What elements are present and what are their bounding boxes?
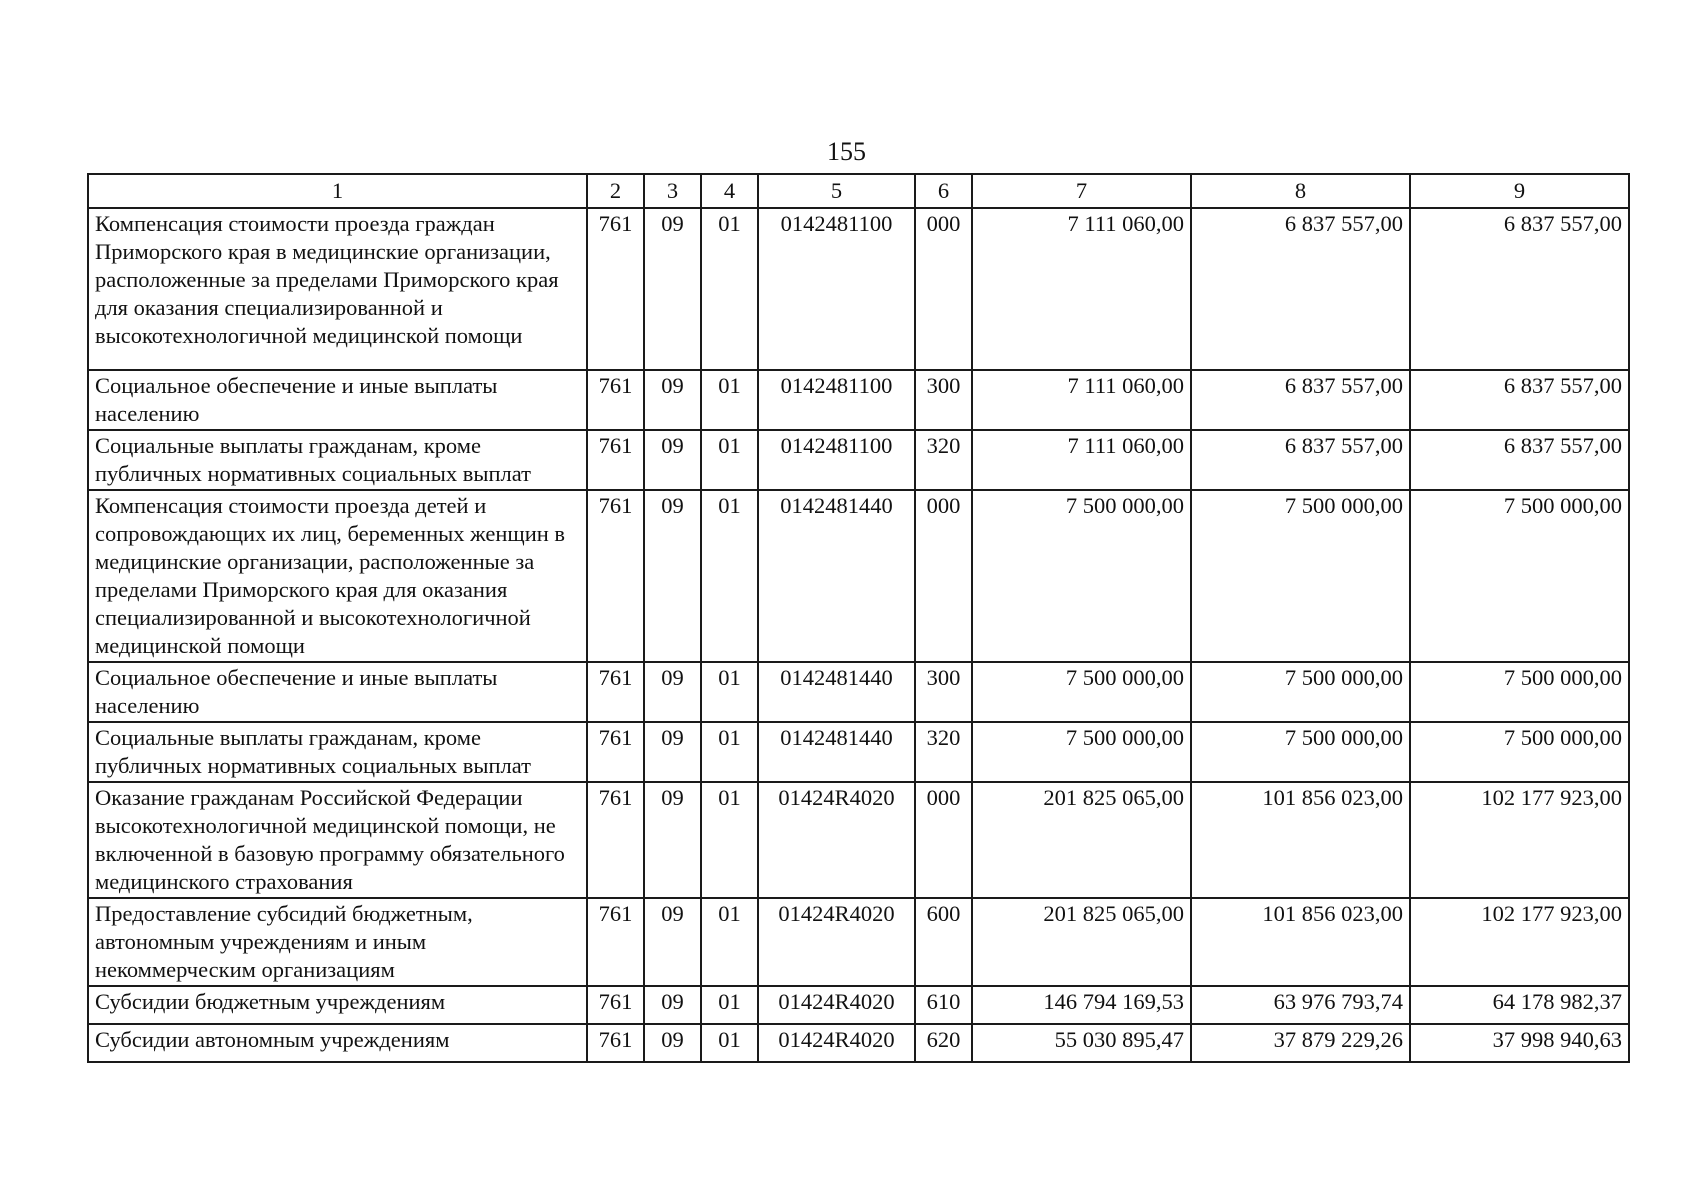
table-row bbox=[88, 430, 1629, 490]
table-header-row bbox=[88, 174, 1629, 208]
cell-ved: 761 bbox=[587, 490, 644, 662]
cell-section: 09 bbox=[644, 782, 701, 898]
cell-subsection: 01 bbox=[701, 722, 758, 782]
cell-amount-col9: 102 177 923,00 bbox=[1410, 898, 1629, 986]
cell-amount-col7: 146 794 169,53 bbox=[972, 986, 1191, 1024]
cell-amount-col8: 7 500 000,00 bbox=[1191, 490, 1410, 662]
cell-target-article: 01424R4020 bbox=[758, 1024, 915, 1062]
cell-ved: 761 bbox=[587, 662, 644, 722]
row-description: Субсидии бюджетным учреждениям bbox=[88, 986, 587, 1024]
cell-section: 09 bbox=[644, 662, 701, 722]
cell-section: 09 bbox=[644, 722, 701, 782]
cell-target-article: 0142481100 bbox=[758, 370, 915, 430]
cell-target-article: 0142481440 bbox=[758, 662, 915, 722]
cell-amount-col8: 63 976 793,74 bbox=[1191, 986, 1410, 1024]
cell-amount-col7: 7 111 060,00 bbox=[972, 370, 1191, 430]
cell-target-article: 0142481440 bbox=[758, 490, 915, 662]
cell-target-article: 0142481440 bbox=[758, 722, 915, 782]
cell-section: 09 bbox=[644, 986, 701, 1024]
cell-subsection: 01 bbox=[701, 208, 758, 370]
row-description: Социальные выплаты гражданам, кроме публичных нормативных социальных выплат bbox=[88, 722, 587, 782]
cell-amount-col7: 55 030 895,47 bbox=[972, 1024, 1191, 1062]
cell-target-article: 0142481100 bbox=[758, 430, 915, 490]
column-header: 8 bbox=[1191, 174, 1410, 208]
cell-expense-type: 600 bbox=[915, 898, 972, 986]
cell-amount-col7: 201 825 065,00 bbox=[972, 898, 1191, 986]
cell-amount-col9: 7 500 000,00 bbox=[1410, 662, 1629, 722]
cell-section: 09 bbox=[644, 490, 701, 662]
cell-expense-type: 000 bbox=[915, 208, 972, 370]
cell-amount-col9: 7 500 000,00 bbox=[1410, 490, 1629, 662]
cell-expense-type: 300 bbox=[915, 662, 972, 722]
cell-subsection: 01 bbox=[701, 370, 758, 430]
cell-amount-col8: 6 837 557,00 bbox=[1191, 430, 1410, 490]
cell-subsection: 01 bbox=[701, 782, 758, 898]
cell-subsection: 01 bbox=[701, 898, 758, 986]
cell-amount-col7: 7 500 000,00 bbox=[972, 662, 1191, 722]
cell-expense-type: 000 bbox=[915, 782, 972, 898]
page-number: 155 bbox=[827, 137, 866, 166]
cell-ved: 761 bbox=[587, 986, 644, 1024]
column-header: 6 bbox=[915, 174, 972, 208]
cell-amount-col9: 37 998 940,63 bbox=[1410, 1024, 1629, 1062]
column-header: 9 bbox=[1410, 174, 1629, 208]
column-header: 5 bbox=[758, 174, 915, 208]
table-row bbox=[88, 986, 1629, 1024]
column-header: 3 bbox=[644, 174, 701, 208]
cell-expense-type: 620 bbox=[915, 1024, 972, 1062]
cell-ved: 761 bbox=[587, 208, 644, 370]
cell-amount-col8: 37 879 229,26 bbox=[1191, 1024, 1410, 1062]
cell-subsection: 01 bbox=[701, 430, 758, 490]
row-description: Компенсация стоимости проезда граждан Приморского края в медицинские организации, расположенные за пределами Приморского края для оказания специализированной и высокотехнологичной медицинской помощи bbox=[88, 208, 587, 370]
cell-section: 09 bbox=[644, 370, 701, 430]
cell-subsection: 01 bbox=[701, 662, 758, 722]
cell-ved: 761 bbox=[587, 430, 644, 490]
cell-amount-col7: 7 111 060,00 bbox=[972, 208, 1191, 370]
table-row bbox=[88, 898, 1629, 986]
cell-amount-col8: 7 500 000,00 bbox=[1191, 722, 1410, 782]
cell-amount-col8: 7 500 000,00 bbox=[1191, 662, 1410, 722]
cell-target-article: 01424R4020 bbox=[758, 986, 915, 1024]
table-row bbox=[88, 370, 1629, 430]
table-row bbox=[88, 662, 1629, 722]
cell-expense-type: 610 bbox=[915, 986, 972, 1024]
budget-table bbox=[87, 173, 1630, 1063]
column-header: 7 bbox=[972, 174, 1191, 208]
row-description: Социальное обеспечение и иные выплаты населению bbox=[88, 370, 587, 430]
cell-ved: 761 bbox=[587, 722, 644, 782]
cell-amount-col8: 6 837 557,00 bbox=[1191, 370, 1410, 430]
cell-amount-col8: 6 837 557,00 bbox=[1191, 208, 1410, 370]
cell-target-article: 0142481100 bbox=[758, 208, 915, 370]
cell-amount-col9: 6 837 557,00 bbox=[1410, 370, 1629, 430]
cell-amount-col8: 101 856 023,00 bbox=[1191, 898, 1410, 986]
cell-expense-type: 320 bbox=[915, 722, 972, 782]
table-row bbox=[88, 490, 1629, 662]
cell-target-article: 01424R4020 bbox=[758, 898, 915, 986]
cell-amount-col9: 6 837 557,00 bbox=[1410, 208, 1629, 370]
cell-amount-col9: 6 837 557,00 bbox=[1410, 430, 1629, 490]
cell-section: 09 bbox=[644, 430, 701, 490]
table-row bbox=[88, 1024, 1629, 1062]
row-description: Социальное обеспечение и иные выплаты населению bbox=[88, 662, 587, 722]
cell-amount-col7: 7 111 060,00 bbox=[972, 430, 1191, 490]
cell-amount-col9: 64 178 982,37 bbox=[1410, 986, 1629, 1024]
cell-ved: 761 bbox=[587, 370, 644, 430]
cell-subsection: 01 bbox=[701, 1024, 758, 1062]
cell-ved: 761 bbox=[587, 898, 644, 986]
row-description: Субсидии автономным учреждениям bbox=[88, 1024, 587, 1062]
cell-amount-col7: 201 825 065,00 bbox=[972, 782, 1191, 898]
row-description: Предоставление субсидий бюджетным, автономным учреждениям и иным некоммерческим организациям bbox=[88, 898, 587, 986]
cell-amount-col8: 101 856 023,00 bbox=[1191, 782, 1410, 898]
cell-amount-col7: 7 500 000,00 bbox=[972, 722, 1191, 782]
cell-ved: 761 bbox=[587, 1024, 644, 1062]
cell-amount-col7: 7 500 000,00 bbox=[972, 490, 1191, 662]
column-header: 2 bbox=[587, 174, 644, 208]
cell-expense-type: 320 bbox=[915, 430, 972, 490]
cell-subsection: 01 bbox=[701, 986, 758, 1024]
cell-subsection: 01 bbox=[701, 490, 758, 662]
cell-section: 09 bbox=[644, 898, 701, 986]
table-row bbox=[88, 722, 1629, 782]
cell-target-article: 01424R4020 bbox=[758, 782, 915, 898]
cell-expense-type: 000 bbox=[915, 490, 972, 662]
table-row bbox=[88, 208, 1629, 370]
row-description: Оказание гражданам Российской Федерации высокотехнологичной медицинской помощи, не включенной в базовую программу обязательного медицинского страхования bbox=[88, 782, 587, 898]
cell-section: 09 bbox=[644, 1024, 701, 1062]
cell-ved: 761 bbox=[587, 782, 644, 898]
table-row bbox=[88, 782, 1629, 898]
cell-amount-col9: 102 177 923,00 bbox=[1410, 782, 1629, 898]
cell-amount-col9: 7 500 000,00 bbox=[1410, 722, 1629, 782]
column-header: 4 bbox=[701, 174, 758, 208]
row-description: Компенсация стоимости проезда детей и сопровождающих их лиц, беременных женщин в медицинские организации, расположенные за пределами Приморского края для оказания специализированной и высокотехнологичной медицинской помощи bbox=[88, 490, 587, 662]
row-description: Социальные выплаты гражданам, кроме публичных нормативных социальных выплат bbox=[88, 430, 587, 490]
cell-expense-type: 300 bbox=[915, 370, 972, 430]
cell-section: 09 bbox=[644, 208, 701, 370]
column-header: 1 bbox=[88, 174, 587, 208]
